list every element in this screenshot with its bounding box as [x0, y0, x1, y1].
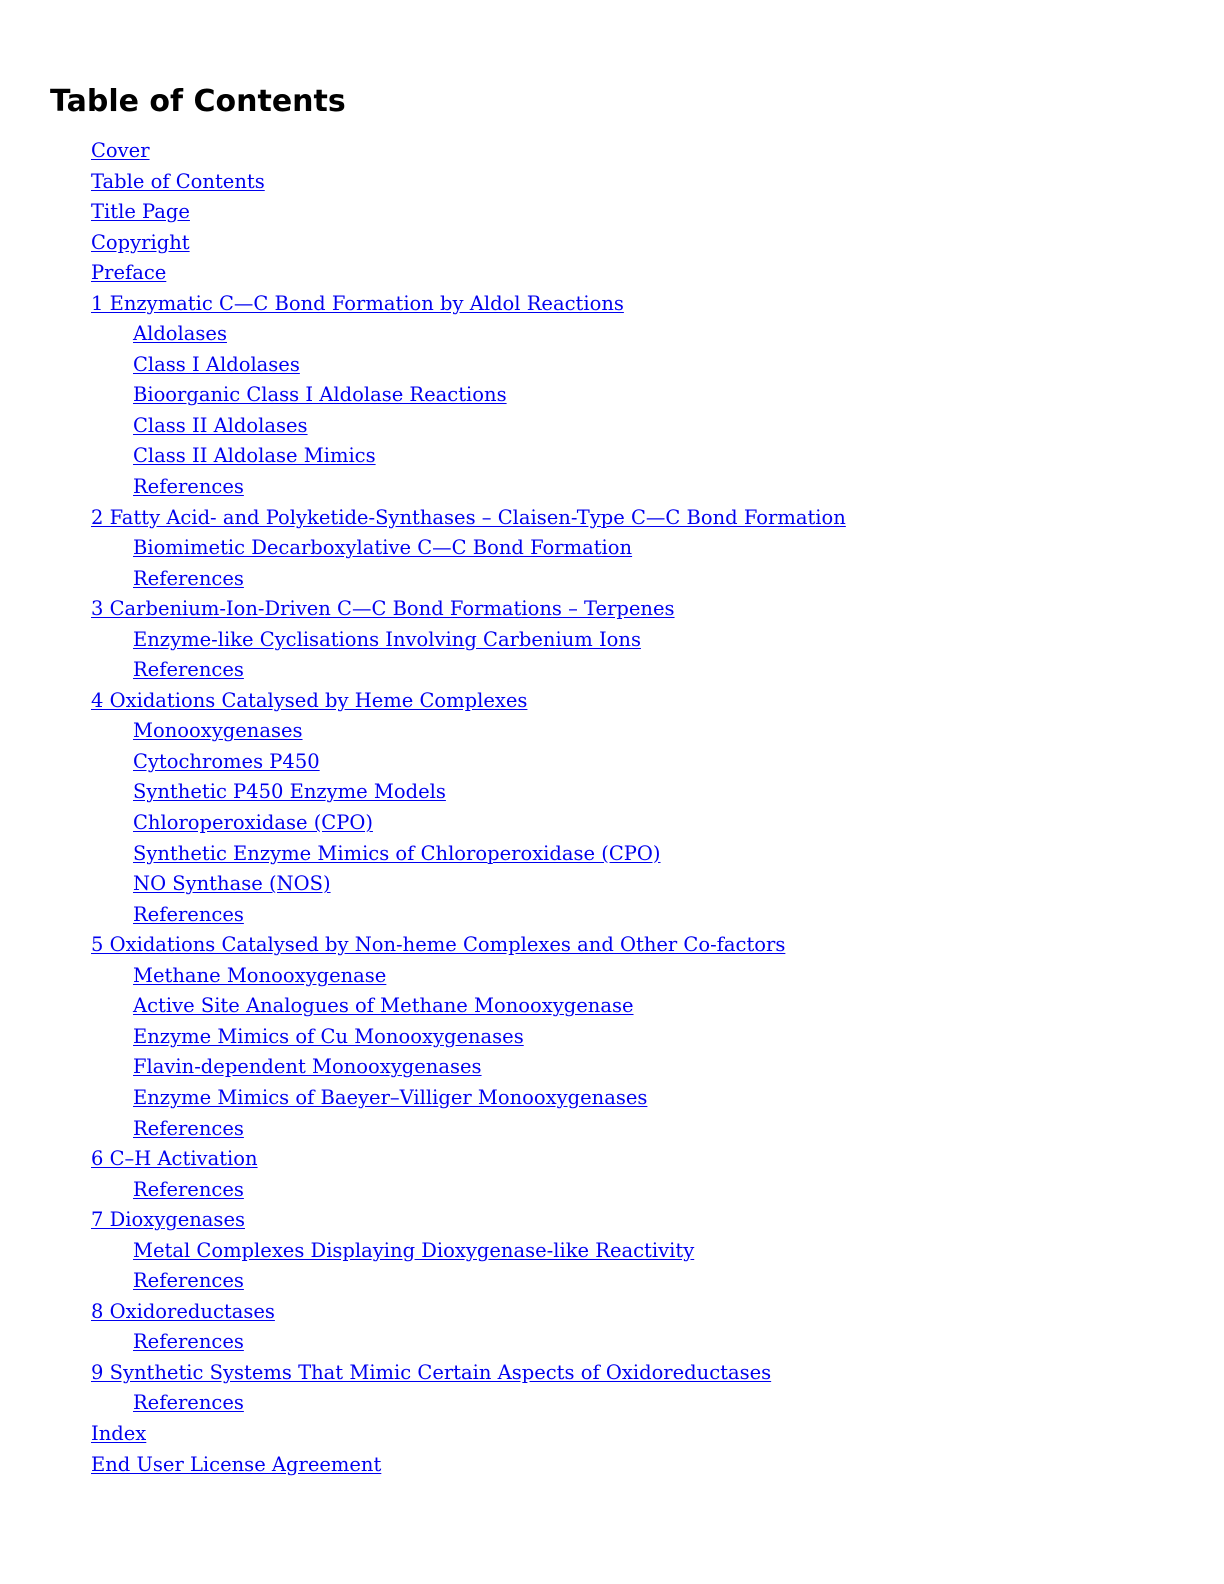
toc-section-link[interactable]: Enzyme Mimics of Baeyer–Villiger Monooxygenases — [133, 1085, 648, 1109]
toc-section-item — [91, 655, 846, 686]
toc-section-link[interactable]: Bioorganic Class I Aldolase Reactions — [133, 383, 507, 407]
toc-section-item — [91, 1266, 846, 1297]
toc-section-item — [91, 319, 846, 350]
toc-section-link[interactable]: References — [133, 902, 244, 926]
toc-section-link[interactable]: Metal Complexes Displaying Dioxygenase-like Reactivity — [133, 1238, 695, 1262]
toc-section-item — [91, 900, 846, 931]
toc-section-item — [91, 777, 846, 808]
toc-chapter-item — [91, 1205, 846, 1236]
toc-chapter-item — [91, 228, 846, 259]
toc-section-item — [91, 411, 846, 442]
toc-section-item — [91, 747, 846, 778]
toc-chapter-link[interactable]: Copyright — [91, 230, 190, 254]
toc-section-link[interactable]: Monooxygenases — [133, 719, 303, 743]
toc-section-item — [91, 1327, 846, 1358]
toc-section-link[interactable]: Chloroperoxidase (CPO) — [133, 811, 373, 835]
toc-section-item — [91, 533, 846, 564]
toc-section-link[interactable]: References — [133, 1177, 244, 1201]
toc-chapter-item — [91, 258, 846, 289]
toc-section-link[interactable]: Cytochromes P450 — [133, 749, 320, 773]
toc-chapter-item — [91, 1450, 846, 1481]
toc-section-item — [91, 1083, 846, 1114]
toc-chapter-item — [91, 1358, 846, 1389]
toc-chapter-link[interactable]: 4 Oxidations Catalysed by Heme Complexes — [91, 688, 528, 712]
toc-section-item — [91, 1175, 846, 1206]
toc-section-item — [91, 991, 846, 1022]
toc-chapter-link[interactable]: Table of Contents — [91, 169, 265, 193]
toc-section-link[interactable]: Enzyme Mimics of Cu Monooxygenases — [133, 1024, 524, 1048]
toc-section-link[interactable]: References — [133, 658, 244, 682]
toc-chapter-link[interactable]: Index — [91, 1421, 147, 1445]
toc-chapter-link[interactable]: Title Page — [91, 200, 190, 224]
toc-section-item — [91, 716, 846, 747]
toc-chapter-item — [91, 503, 846, 534]
toc-section-item — [91, 564, 846, 595]
toc-section-link[interactable]: NO Synthase (NOS) — [133, 872, 331, 896]
toc-chapter-item — [91, 594, 846, 625]
toc-section-link[interactable]: Enzyme-like Cyclisations Involving Carbenium Ions — [133, 627, 641, 651]
toc-chapter-link[interactable]: 2 Fatty Acid- and Polyketide-Synthases – Claisen-Type C—C Bond Formation — [91, 505, 846, 529]
toc-chapter-link[interactable]: 7 Dioxygenases — [91, 1208, 245, 1232]
toc-chapter-item — [91, 197, 846, 228]
toc-section-link[interactable]: References — [133, 475, 244, 499]
toc-chapter-item — [91, 1144, 846, 1175]
toc-chapter-item — [91, 686, 846, 717]
toc-section-item — [91, 1022, 846, 1053]
toc-section-link[interactable]: Synthetic P450 Enzyme Models — [133, 780, 446, 804]
toc-section-item — [91, 1236, 846, 1267]
toc-section-item — [91, 625, 846, 656]
toc-chapter-item — [91, 167, 846, 198]
toc-section-item — [91, 869, 846, 900]
toc-chapter-link[interactable]: Cover — [91, 139, 150, 162]
toc-section-link[interactable]: Methane Monooxygenase — [133, 963, 387, 987]
toc-section-link[interactable]: Class II Aldolases — [133, 413, 308, 437]
toc-section-link[interactable]: References — [133, 566, 244, 590]
toc-section-item — [91, 808, 846, 839]
toc-section-link[interactable]: References — [133, 1269, 244, 1293]
toc-chapter-link[interactable]: 5 Oxidations Catalysed by Non-heme Complexes and Other Co-factors — [91, 933, 786, 957]
toc-section-item — [91, 1052, 846, 1083]
toc-chapter-link[interactable]: End User License Agreement — [91, 1452, 382, 1476]
toc-section-item — [91, 1114, 846, 1145]
toc-section-item — [91, 380, 846, 411]
toc-chapter-link[interactable]: 8 Oxidoreductases — [91, 1299, 275, 1323]
toc-chapter-link[interactable]: Preface — [91, 261, 167, 285]
toc-section-link[interactable]: References — [133, 1116, 244, 1140]
toc-section-link[interactable]: Active Site Analogues of Methane Monooxygenase — [133, 994, 634, 1018]
toc-chapter-item — [91, 289, 846, 320]
toc-section-link[interactable]: References — [133, 1330, 244, 1354]
toc-chapter-link[interactable]: 1 Enzymatic C—C Bond Formation by Aldol Reactions — [91, 291, 624, 315]
toc-section-item — [91, 1388, 846, 1419]
toc-chapter-item — [91, 136, 846, 167]
toc-section-link[interactable]: References — [133, 1391, 244, 1415]
toc-chapter-link[interactable]: 6 C–H Activation — [91, 1147, 258, 1171]
toc-list — [91, 136, 846, 1480]
toc-section-item — [91, 839, 846, 870]
toc-chapter-link[interactable]: 9 Synthetic Systems That Mimic Certain Aspects of Oxidoreductases — [91, 1360, 772, 1384]
toc-chapter-item — [91, 1419, 846, 1450]
toc-section-item — [91, 350, 846, 381]
toc-section-link[interactable]: Class II Aldolase Mimics — [133, 444, 376, 468]
toc-section-link[interactable]: Class I Aldolases — [133, 352, 300, 376]
toc-section-link[interactable]: Biomimetic Decarboxylative C—C Bond Formation — [133, 536, 633, 560]
toc-section-link[interactable]: Aldolases — [133, 322, 227, 346]
toc-section-item — [91, 472, 846, 503]
toc-chapter-item — [91, 930, 846, 961]
toc-chapter-item — [91, 1297, 846, 1328]
toc-section-item — [91, 961, 846, 992]
toc-section-item — [91, 441, 846, 472]
toc-section-link[interactable]: Flavin-dependent Monooxygenases — [133, 1055, 482, 1079]
toc-section-link[interactable]: Synthetic Enzyme Mimics of Chloroperoxidase (CPO) — [133, 841, 661, 865]
toc-chapter-link[interactable]: 3 Carbenium-Ion-Driven C—C Bond Formations – Terpenes — [91, 597, 675, 621]
page-title: Table of Contents — [50, 84, 346, 119]
